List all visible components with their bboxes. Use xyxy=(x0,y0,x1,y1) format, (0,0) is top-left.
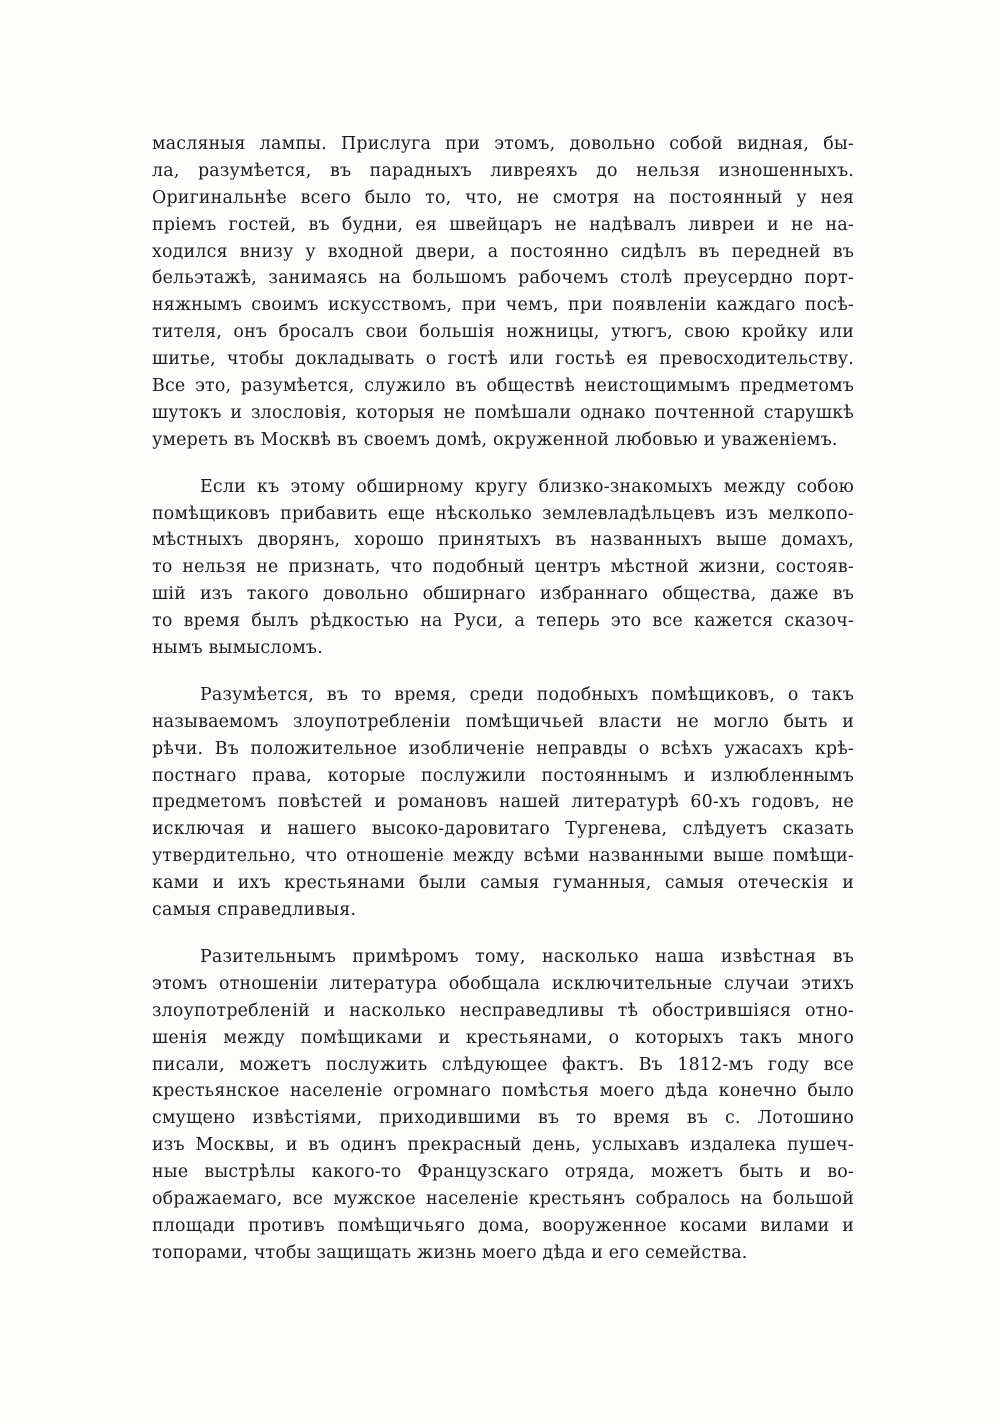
text-line: мѣстныхъ дворянъ, хорошо принятыхъ въ названныхъ выше домахъ, xyxy=(152,530,854,551)
text-line: Оригинальнѣе всего было то, что, не смотря на постоянный у нея xyxy=(152,187,854,208)
text-line: то нельзя не признать, что подобный центръ мѣстной жизни, состояв- xyxy=(152,557,854,578)
text-line: утвердительно, что отношеніе между всѣми названными выше помѣщи- xyxy=(152,846,854,867)
text-line: ходился внизу у входной двери, а постоянно сидѣлъ въ передней въ xyxy=(152,241,854,262)
text-line: шитье, чтобы докладывать о гостѣ или гостьѣ ея превосходительству. xyxy=(152,349,854,370)
text-line: ками и ихъ крестьянами были самыя гуманныя, самыя отеческія и xyxy=(152,873,854,894)
text-line: шутокъ и злословія, которыя не помѣшали однако почтенной старушкѣ xyxy=(152,402,854,423)
text-line: предметомъ повѣстей и романовъ нашей литературѣ 60-хъ годовъ, не xyxy=(152,792,854,813)
page-text xyxy=(152,131,854,1287)
paragraph xyxy=(152,682,854,924)
text-line: рѣчи. Въ положительное изобличеніе неправды о всѣхъ ужасахъ крѣ- xyxy=(152,738,854,759)
text-line: Разумѣется, въ то время, среди подобныхъ помѣщиковъ, о такъ xyxy=(200,684,854,705)
text-line: шенія между помѣщиками и крестьянами, о которыхъ такъ много xyxy=(152,1027,854,1048)
text-line: масляныя лампы. Прислуга при этомъ, довольно собой видная, бы- xyxy=(152,134,854,154)
text-line: крестьянское населеніе огромнаго помѣстья моего дѣда конечно было xyxy=(152,1081,854,1102)
text-line: смущено извѣстіями, приходившими въ то время въ с. Лотошино xyxy=(152,1108,854,1129)
text-line: ображаемаго, все мужское населеніе крестьянъ собралось на большой xyxy=(152,1188,854,1209)
text-line: нымъ вымысломъ. xyxy=(152,638,323,659)
text-line: называемомъ злоупотребленіи помѣщичьей власти не могло быть и xyxy=(152,711,854,732)
text-line: постнаго права, которые послужили постояннымъ и излюбленнымъ xyxy=(152,765,854,786)
text-line: исключая и нашего высоко-даровитаго Тургенева, слѣдуетъ сказать xyxy=(152,819,854,840)
text-line: этомъ отношеніи литература обобщала исключительные случаи этихъ xyxy=(152,973,854,994)
text-line: ные выстрѣлы какого-то Французскаго отряда, можетъ быть и во- xyxy=(152,1162,854,1183)
text-line: помѣщиковъ прибавить еще нѣсколько землевладѣльцевъ изъ мелкопо- xyxy=(152,503,854,524)
text-line: самыя справедливыя. xyxy=(152,900,357,921)
text-line: Если къ этому обширному кругу близко-знакомыхъ между собою xyxy=(200,476,854,497)
text-line: площади противъ помѣщичьяго дома, вооруженное косами вилами и xyxy=(152,1215,854,1236)
text-line: няжнымъ своимъ искусствомъ, при чемъ, при появленіи каждаго посѣ- xyxy=(152,295,854,316)
paragraph xyxy=(152,944,854,1267)
text-line: умереть въ Москвѣ въ своемъ домѣ, окруженной любовью и уваженіемъ. xyxy=(152,429,838,450)
text-line: тителя, онъ бросалъ свои большія ножницы, утюгъ, свою кройку или xyxy=(152,322,854,343)
text-line: пріемъ гостей, въ будни, ея швейцаръ не надѣвалъ ливреи и не на- xyxy=(152,214,854,235)
text-line: ла, разумѣется, въ парадныхъ ливреяхъ до нельзя изношенныхъ. xyxy=(152,160,854,181)
text-line: Разительнымъ примѣромъ тому, насколько наша извѣстная въ xyxy=(200,946,854,967)
text-line: изъ Москвы, и въ одинъ прекрасный день, услыхавъ издалека пушеч- xyxy=(152,1135,854,1156)
text-line: злоупотребленій и насколько несправедливы тѣ обострившіяся отно- xyxy=(152,1000,854,1021)
text-line: топорами, чтобы защищать жизнь моего дѣда и его семейства. xyxy=(152,1242,748,1263)
text-line: писали, можетъ послужить слѣдующее фактъ. Въ 1812-мъ году все xyxy=(152,1054,854,1075)
text-line: шій изъ такого довольно обширнаго избраннаго общества, даже въ xyxy=(152,584,854,605)
text-line: бельэтажѣ, занимаясь на большомъ рабочемъ столѣ преусердно порт- xyxy=(152,268,854,289)
paragraph xyxy=(152,131,854,454)
text-line: то время былъ рѣдкостью на Руси, а теперь это все кажется сказоч- xyxy=(152,611,854,632)
paragraph xyxy=(152,474,854,662)
text-line: Все это, разумѣется, служило въ обществѣ неистощимымъ предметомъ xyxy=(152,376,854,397)
